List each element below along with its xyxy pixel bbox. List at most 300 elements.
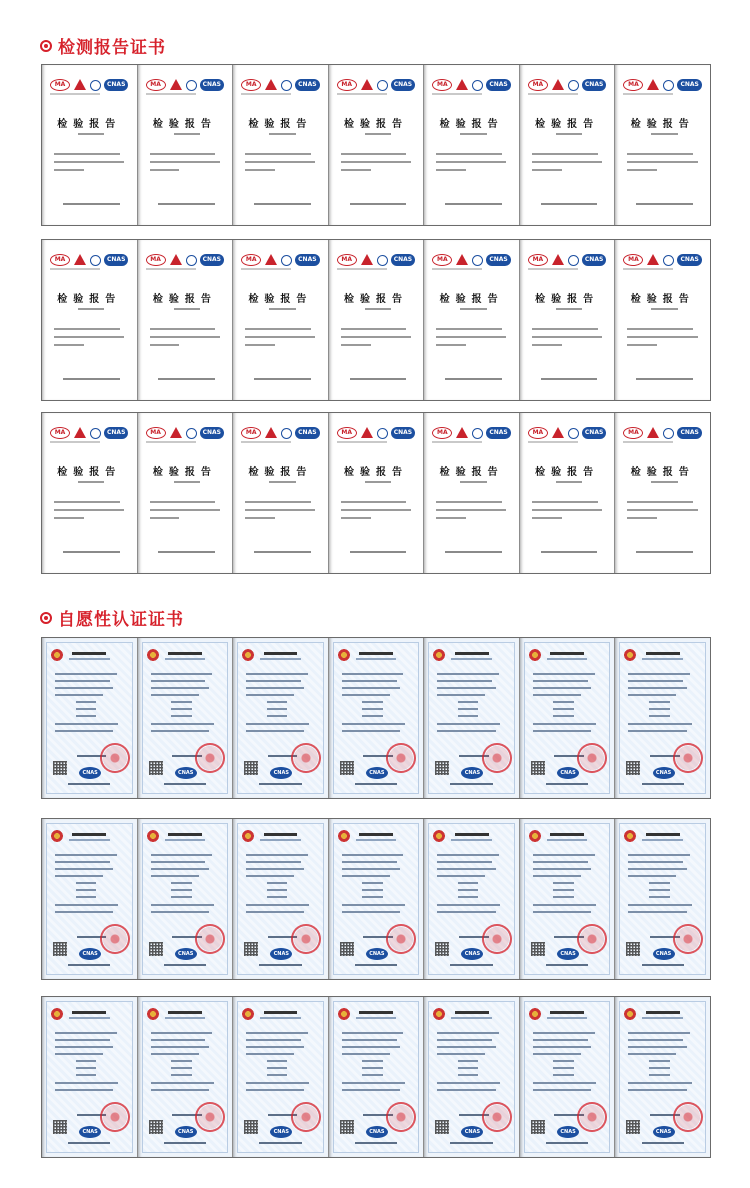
- certificate-title: [646, 1011, 680, 1014]
- certificate-border: [333, 1001, 420, 1153]
- ma-logo-icon: MA: [528, 254, 548, 266]
- certificate-fields: [55, 673, 124, 737]
- cnas-logo-icon: CNAS: [175, 1126, 197, 1138]
- red-seal-icon: [386, 1102, 416, 1132]
- emblem-icon: [529, 1008, 541, 1020]
- cnas-logo-icon: CNAS: [391, 254, 415, 266]
- certificate-subtitle: [642, 839, 683, 841]
- report-fields: [341, 328, 416, 352]
- report-issuer: [63, 551, 120, 553]
- report-number: [556, 133, 582, 135]
- cal-logo-icon: [455, 79, 469, 91]
- report-fields: [341, 501, 416, 525]
- logo-caption: [432, 441, 482, 443]
- certificate-border: [333, 642, 420, 794]
- certificate-issuer: [164, 783, 206, 785]
- certificate-document[interactable]: [520, 997, 616, 1157]
- ilac-logo-icon: [472, 80, 483, 91]
- ma-logo-icon: MA: [241, 79, 261, 91]
- certificate-issuer: [259, 964, 301, 966]
- red-seal-icon: [386, 924, 416, 954]
- cal-logo-icon: [73, 79, 87, 91]
- certificate-issuer: [546, 1142, 588, 1144]
- report-fields: [341, 153, 416, 177]
- report-number: [365, 308, 391, 310]
- test-report-document[interactable]: [138, 240, 234, 400]
- certificate-document[interactable]: [615, 638, 710, 798]
- certificate-issuer: [450, 1142, 492, 1144]
- qr-code-icon: [626, 761, 640, 775]
- report-issuer: [636, 551, 693, 553]
- report-issuer: [158, 551, 215, 553]
- report-title: 检验报告: [248, 467, 313, 478]
- report-number: [269, 308, 295, 310]
- logo-caption: [241, 441, 291, 443]
- certificate-fields: [437, 1032, 506, 1096]
- certificate-subtitle: [356, 658, 397, 660]
- report-issuer: [541, 378, 598, 380]
- certificate-issuer: [259, 1142, 301, 1144]
- cnas-logo-icon: CNAS: [461, 948, 483, 960]
- report-fields: [245, 153, 320, 177]
- section-title-text: 检测报告证书: [58, 38, 166, 58]
- cnas-logo-icon: CNAS: [391, 427, 415, 439]
- cnas-logo-icon: CNAS: [79, 767, 101, 779]
- ma-logo-icon: MA: [623, 79, 643, 91]
- test-report-document[interactable]: [424, 240, 520, 400]
- cnas-logo-icon: CNAS: [677, 254, 701, 266]
- certificate-fields: [437, 673, 506, 737]
- accreditation-logos: [146, 427, 224, 439]
- qr-code-icon: [435, 761, 449, 775]
- cnas-logo-icon: CNAS: [486, 427, 510, 439]
- cnas-logo-icon: CNAS: [366, 948, 388, 960]
- report-fields: [532, 153, 607, 177]
- logo-caption: [528, 268, 578, 270]
- red-seal-icon: [291, 1102, 321, 1132]
- red-seal-icon: [482, 743, 512, 773]
- accreditation-logos: [241, 427, 319, 439]
- accreditation-logos: [146, 79, 224, 91]
- ilac-logo-icon: [186, 255, 197, 266]
- ma-logo-icon: MA: [241, 427, 261, 439]
- certificate-subtitle: [356, 1017, 397, 1019]
- report-number: [460, 133, 486, 135]
- certificate-border: [142, 1001, 229, 1153]
- logo-caption: [432, 93, 482, 95]
- red-seal-icon: [195, 743, 225, 773]
- certificate-document[interactable]: [615, 997, 710, 1157]
- report-number: [365, 133, 391, 135]
- test-report-document[interactable]: [42, 65, 138, 225]
- certificate-border: [524, 1001, 611, 1153]
- report-number: [78, 308, 104, 310]
- cnas-logo-icon: CNAS: [653, 1126, 675, 1138]
- ilac-logo-icon: [377, 255, 388, 266]
- cnas-logo-icon: CNAS: [653, 767, 675, 779]
- certificate-border: [237, 1001, 324, 1153]
- report-number: [460, 481, 486, 483]
- report-title: 检验报告: [439, 294, 504, 305]
- certificate-fields: [437, 854, 506, 918]
- cnas-logo-icon: CNAS: [175, 767, 197, 779]
- certificate-subtitle: [260, 658, 301, 660]
- certificate-document[interactable]: [233, 819, 329, 979]
- certificate-subtitle: [260, 1017, 301, 1019]
- certificate-document[interactable]: [424, 638, 520, 798]
- red-seal-icon: [577, 1102, 607, 1132]
- report-title: 检验报告: [152, 119, 217, 130]
- certificate-document[interactable]: [615, 819, 710, 979]
- emblem-icon: [242, 649, 254, 661]
- accreditation-logos: [528, 254, 606, 266]
- cnas-logo-icon: CNAS: [461, 767, 483, 779]
- cnas-logo-icon: CNAS: [104, 254, 128, 266]
- certificate-document[interactable]: [329, 819, 425, 979]
- certificate-border: [333, 823, 420, 975]
- ma-logo-icon: MA: [337, 427, 357, 439]
- report-issuer: [350, 551, 407, 553]
- certificate-fields: [246, 673, 315, 737]
- cal-logo-icon: [264, 427, 278, 439]
- report-issuer: [636, 378, 693, 380]
- report-fields: [54, 501, 129, 525]
- certificate-issuer: [450, 783, 492, 785]
- certificate-title: [72, 833, 106, 836]
- test-report-document[interactable]: [233, 65, 329, 225]
- report-number: [174, 308, 200, 310]
- certificate-document[interactable]: [42, 638, 138, 798]
- certificate-subtitle: [165, 839, 206, 841]
- accreditation-logos: [432, 427, 510, 439]
- cnas-logo-icon: CNAS: [200, 427, 224, 439]
- certificate-document[interactable]: [424, 819, 520, 979]
- certificate-subtitle: [642, 658, 683, 660]
- report-issuer: [541, 203, 598, 205]
- report-title: 检验报告: [630, 467, 695, 478]
- report-title: 检验报告: [248, 119, 313, 130]
- test-report-document[interactable]: [424, 65, 520, 225]
- report-number: [269, 481, 295, 483]
- test-report-document[interactable]: [329, 65, 425, 225]
- certificate-issuer: [642, 783, 684, 785]
- cal-logo-icon: [360, 79, 374, 91]
- certificate-document[interactable]: [520, 638, 616, 798]
- certificate-fields: [342, 673, 411, 737]
- report-number: [651, 133, 677, 135]
- certificate-subtitle: [451, 839, 492, 841]
- cnas-logo-icon: CNAS: [366, 767, 388, 779]
- report-number: [78, 481, 104, 483]
- logo-caption: [146, 268, 196, 270]
- test-report-document[interactable]: [329, 413, 425, 573]
- accreditation-logos: [432, 254, 510, 266]
- ma-logo-icon: MA: [146, 79, 166, 91]
- qr-code-icon: [435, 942, 449, 956]
- emblem-icon: [51, 1008, 63, 1020]
- report-strip-3: [41, 412, 711, 574]
- ma-logo-icon: MA: [528, 427, 548, 439]
- ma-logo-icon: MA: [432, 427, 452, 439]
- cnas-logo-icon: CNAS: [582, 427, 606, 439]
- test-report-document[interactable]: [520, 65, 616, 225]
- test-report-document[interactable]: [42, 240, 138, 400]
- report-fields: [54, 153, 129, 177]
- certificate-border: [619, 823, 706, 975]
- ilac-logo-icon: [281, 428, 292, 439]
- certificate-document[interactable]: [138, 638, 234, 798]
- cnas-logo-icon: CNAS: [653, 948, 675, 960]
- certificate-document[interactable]: [42, 819, 138, 979]
- certificate-title: [264, 833, 298, 836]
- emblem-icon: [433, 649, 445, 661]
- accreditation-logos: [50, 79, 128, 91]
- report-number: [651, 481, 677, 483]
- report-issuer: [350, 203, 407, 205]
- test-report-document[interactable]: [138, 413, 234, 573]
- certificate-document[interactable]: [329, 997, 425, 1157]
- red-seal-icon: [673, 924, 703, 954]
- certificate-subtitle: [356, 839, 397, 841]
- cnas-logo-icon: CNAS: [486, 254, 510, 266]
- red-seal-icon: [100, 924, 130, 954]
- logo-caption: [623, 268, 673, 270]
- report-title: 检验报告: [57, 294, 122, 305]
- certificate-issuer: [164, 964, 206, 966]
- logo-caption: [528, 441, 578, 443]
- accreditation-logos: [241, 254, 319, 266]
- certificate-fields: [246, 854, 315, 918]
- test-report-document[interactable]: [615, 240, 710, 400]
- cnas-logo-icon: CNAS: [200, 79, 224, 91]
- accreditation-logos: [337, 254, 415, 266]
- ma-logo-icon: MA: [50, 79, 70, 91]
- red-seal-icon: [577, 743, 607, 773]
- emblem-icon: [147, 649, 159, 661]
- report-issuer: [254, 551, 311, 553]
- cnas-logo-icon: CNAS: [582, 79, 606, 91]
- report-fields: [532, 501, 607, 525]
- report-issuer: [636, 203, 693, 205]
- emblem-icon: [433, 830, 445, 842]
- report-fields: [245, 328, 320, 352]
- certificate-subtitle: [165, 658, 206, 660]
- cnas-logo-icon: CNAS: [557, 1126, 579, 1138]
- cnas-logo-icon: CNAS: [557, 767, 579, 779]
- ma-logo-icon: MA: [432, 254, 452, 266]
- report-number: [556, 308, 582, 310]
- red-seal-icon: [100, 1102, 130, 1132]
- report-number: [651, 308, 677, 310]
- emblem-icon: [529, 830, 541, 842]
- report-issuer: [445, 551, 502, 553]
- certificate-document[interactable]: [233, 638, 329, 798]
- cnas-logo-icon: CNAS: [486, 79, 510, 91]
- cnas-logo-icon: CNAS: [366, 1126, 388, 1138]
- report-number: [460, 308, 486, 310]
- qr-code-icon: [244, 761, 258, 775]
- accreditation-logos: [50, 254, 128, 266]
- test-report-document[interactable]: [615, 413, 710, 573]
- cnas-logo-icon: CNAS: [175, 948, 197, 960]
- emblem-icon: [242, 830, 254, 842]
- red-seal-icon: [482, 1102, 512, 1132]
- accreditation-logos: [528, 427, 606, 439]
- certificate-issuer: [546, 783, 588, 785]
- report-title: 检验报告: [535, 294, 600, 305]
- ilac-logo-icon: [186, 428, 197, 439]
- emblem-icon: [147, 830, 159, 842]
- certificate-issuer: [68, 783, 110, 785]
- accreditation-logos: [623, 79, 701, 91]
- logo-caption: [623, 93, 673, 95]
- test-report-document[interactable]: [520, 413, 616, 573]
- accreditation-logos: [337, 79, 415, 91]
- red-seal-icon: [195, 1102, 225, 1132]
- certificate-issuer: [642, 964, 684, 966]
- certificate-issuer: [355, 783, 397, 785]
- ilac-logo-icon: [472, 428, 483, 439]
- red-seal-icon: [482, 924, 512, 954]
- test-report-document[interactable]: [42, 413, 138, 573]
- emblem-icon: [51, 649, 63, 661]
- report-title: 检验报告: [152, 294, 217, 305]
- ilac-logo-icon: [472, 255, 483, 266]
- certificate-title: [359, 652, 393, 655]
- report-number: [174, 133, 200, 135]
- certificate-subtitle: [451, 658, 492, 660]
- logo-caption: [146, 441, 196, 443]
- certificate-subtitle: [69, 1017, 110, 1019]
- cert-strip-1: [41, 637, 711, 799]
- accreditation-logos: [50, 427, 128, 439]
- report-fields: [532, 328, 607, 352]
- report-fields: [150, 501, 225, 525]
- ma-logo-icon: MA: [528, 79, 548, 91]
- logo-caption: [50, 268, 100, 270]
- cal-logo-icon: [646, 254, 660, 266]
- certificate-issuer: [68, 964, 110, 966]
- certificate-fields: [342, 854, 411, 918]
- report-title: 检验报告: [57, 119, 122, 130]
- ilac-logo-icon: [568, 80, 579, 91]
- test-report-document[interactable]: [424, 413, 520, 573]
- test-report-document[interactable]: [520, 240, 616, 400]
- cnas-logo-icon: CNAS: [461, 1126, 483, 1138]
- logo-caption: [432, 268, 482, 270]
- certificate-border: [428, 823, 515, 975]
- emblem-icon: [624, 649, 636, 661]
- certificate-title: [72, 1011, 106, 1014]
- red-seal-icon: [100, 743, 130, 773]
- report-number: [365, 481, 391, 483]
- test-report-document[interactable]: [615, 65, 710, 225]
- cal-logo-icon: [360, 427, 374, 439]
- target-icon: [40, 612, 52, 624]
- qr-code-icon: [531, 1120, 545, 1134]
- cal-logo-icon: [73, 427, 87, 439]
- report-fields: [627, 153, 702, 177]
- emblem-icon: [529, 649, 541, 661]
- qr-code-icon: [149, 1120, 163, 1134]
- certificate-border: [237, 642, 324, 794]
- certificate-document[interactable]: [42, 997, 138, 1157]
- certificate-document[interactable]: [138, 819, 234, 979]
- logo-caption: [623, 441, 673, 443]
- certificate-document[interactable]: [233, 997, 329, 1157]
- section-title-test-reports: [40, 33, 166, 58]
- logo-caption: [146, 93, 196, 95]
- report-fields: [150, 153, 225, 177]
- ma-logo-icon: MA: [623, 427, 643, 439]
- section-title-text: 自愿性认证证书: [58, 610, 184, 630]
- certificate-title: [168, 833, 202, 836]
- certificate-border: [619, 642, 706, 794]
- ma-logo-icon: MA: [432, 79, 452, 91]
- certificate-border: [142, 642, 229, 794]
- ilac-logo-icon: [568, 428, 579, 439]
- certificate-title: [455, 1011, 489, 1014]
- report-title: 检验报告: [439, 119, 504, 130]
- logo-caption: [337, 93, 387, 95]
- qr-code-icon: [149, 761, 163, 775]
- cnas-logo-icon: CNAS: [677, 427, 701, 439]
- report-issuer: [445, 378, 502, 380]
- cal-logo-icon: [551, 79, 565, 91]
- certificate-fields: [628, 673, 697, 737]
- ilac-logo-icon: [568, 255, 579, 266]
- certificate-document[interactable]: [329, 638, 425, 798]
- report-fields: [436, 328, 511, 352]
- ilac-logo-icon: [90, 255, 101, 266]
- test-report-document[interactable]: [138, 65, 234, 225]
- accreditation-logos: [337, 427, 415, 439]
- certificate-fields: [151, 854, 220, 918]
- report-title: 检验报告: [535, 119, 600, 130]
- ilac-logo-icon: [281, 80, 292, 91]
- certificate-fields: [533, 673, 602, 737]
- test-report-document[interactable]: [233, 240, 329, 400]
- accreditation-logos: [623, 427, 701, 439]
- test-report-document[interactable]: [233, 413, 329, 573]
- report-number: [174, 481, 200, 483]
- ilac-logo-icon: [663, 428, 674, 439]
- cal-logo-icon: [264, 79, 278, 91]
- cal-logo-icon: [264, 254, 278, 266]
- target-icon: [40, 40, 52, 52]
- report-number: [269, 133, 295, 135]
- red-seal-icon: [673, 1102, 703, 1132]
- certificate-document[interactable]: [520, 819, 616, 979]
- cal-logo-icon: [169, 79, 183, 91]
- certificate-document[interactable]: [424, 997, 520, 1157]
- ilac-logo-icon: [377, 80, 388, 91]
- certificate-title: [359, 833, 393, 836]
- logo-caption: [337, 441, 387, 443]
- report-fields: [245, 501, 320, 525]
- qr-code-icon: [626, 942, 640, 956]
- certificate-issuer: [164, 1142, 206, 1144]
- certificate-issuer: [642, 1142, 684, 1144]
- cal-logo-icon: [360, 254, 374, 266]
- ma-logo-icon: MA: [50, 254, 70, 266]
- test-report-document[interactable]: [329, 240, 425, 400]
- report-title: 检验报告: [630, 294, 695, 305]
- logo-caption: [337, 268, 387, 270]
- certificate-issuer: [355, 1142, 397, 1144]
- logo-caption: [50, 441, 100, 443]
- certificate-document[interactable]: [138, 997, 234, 1157]
